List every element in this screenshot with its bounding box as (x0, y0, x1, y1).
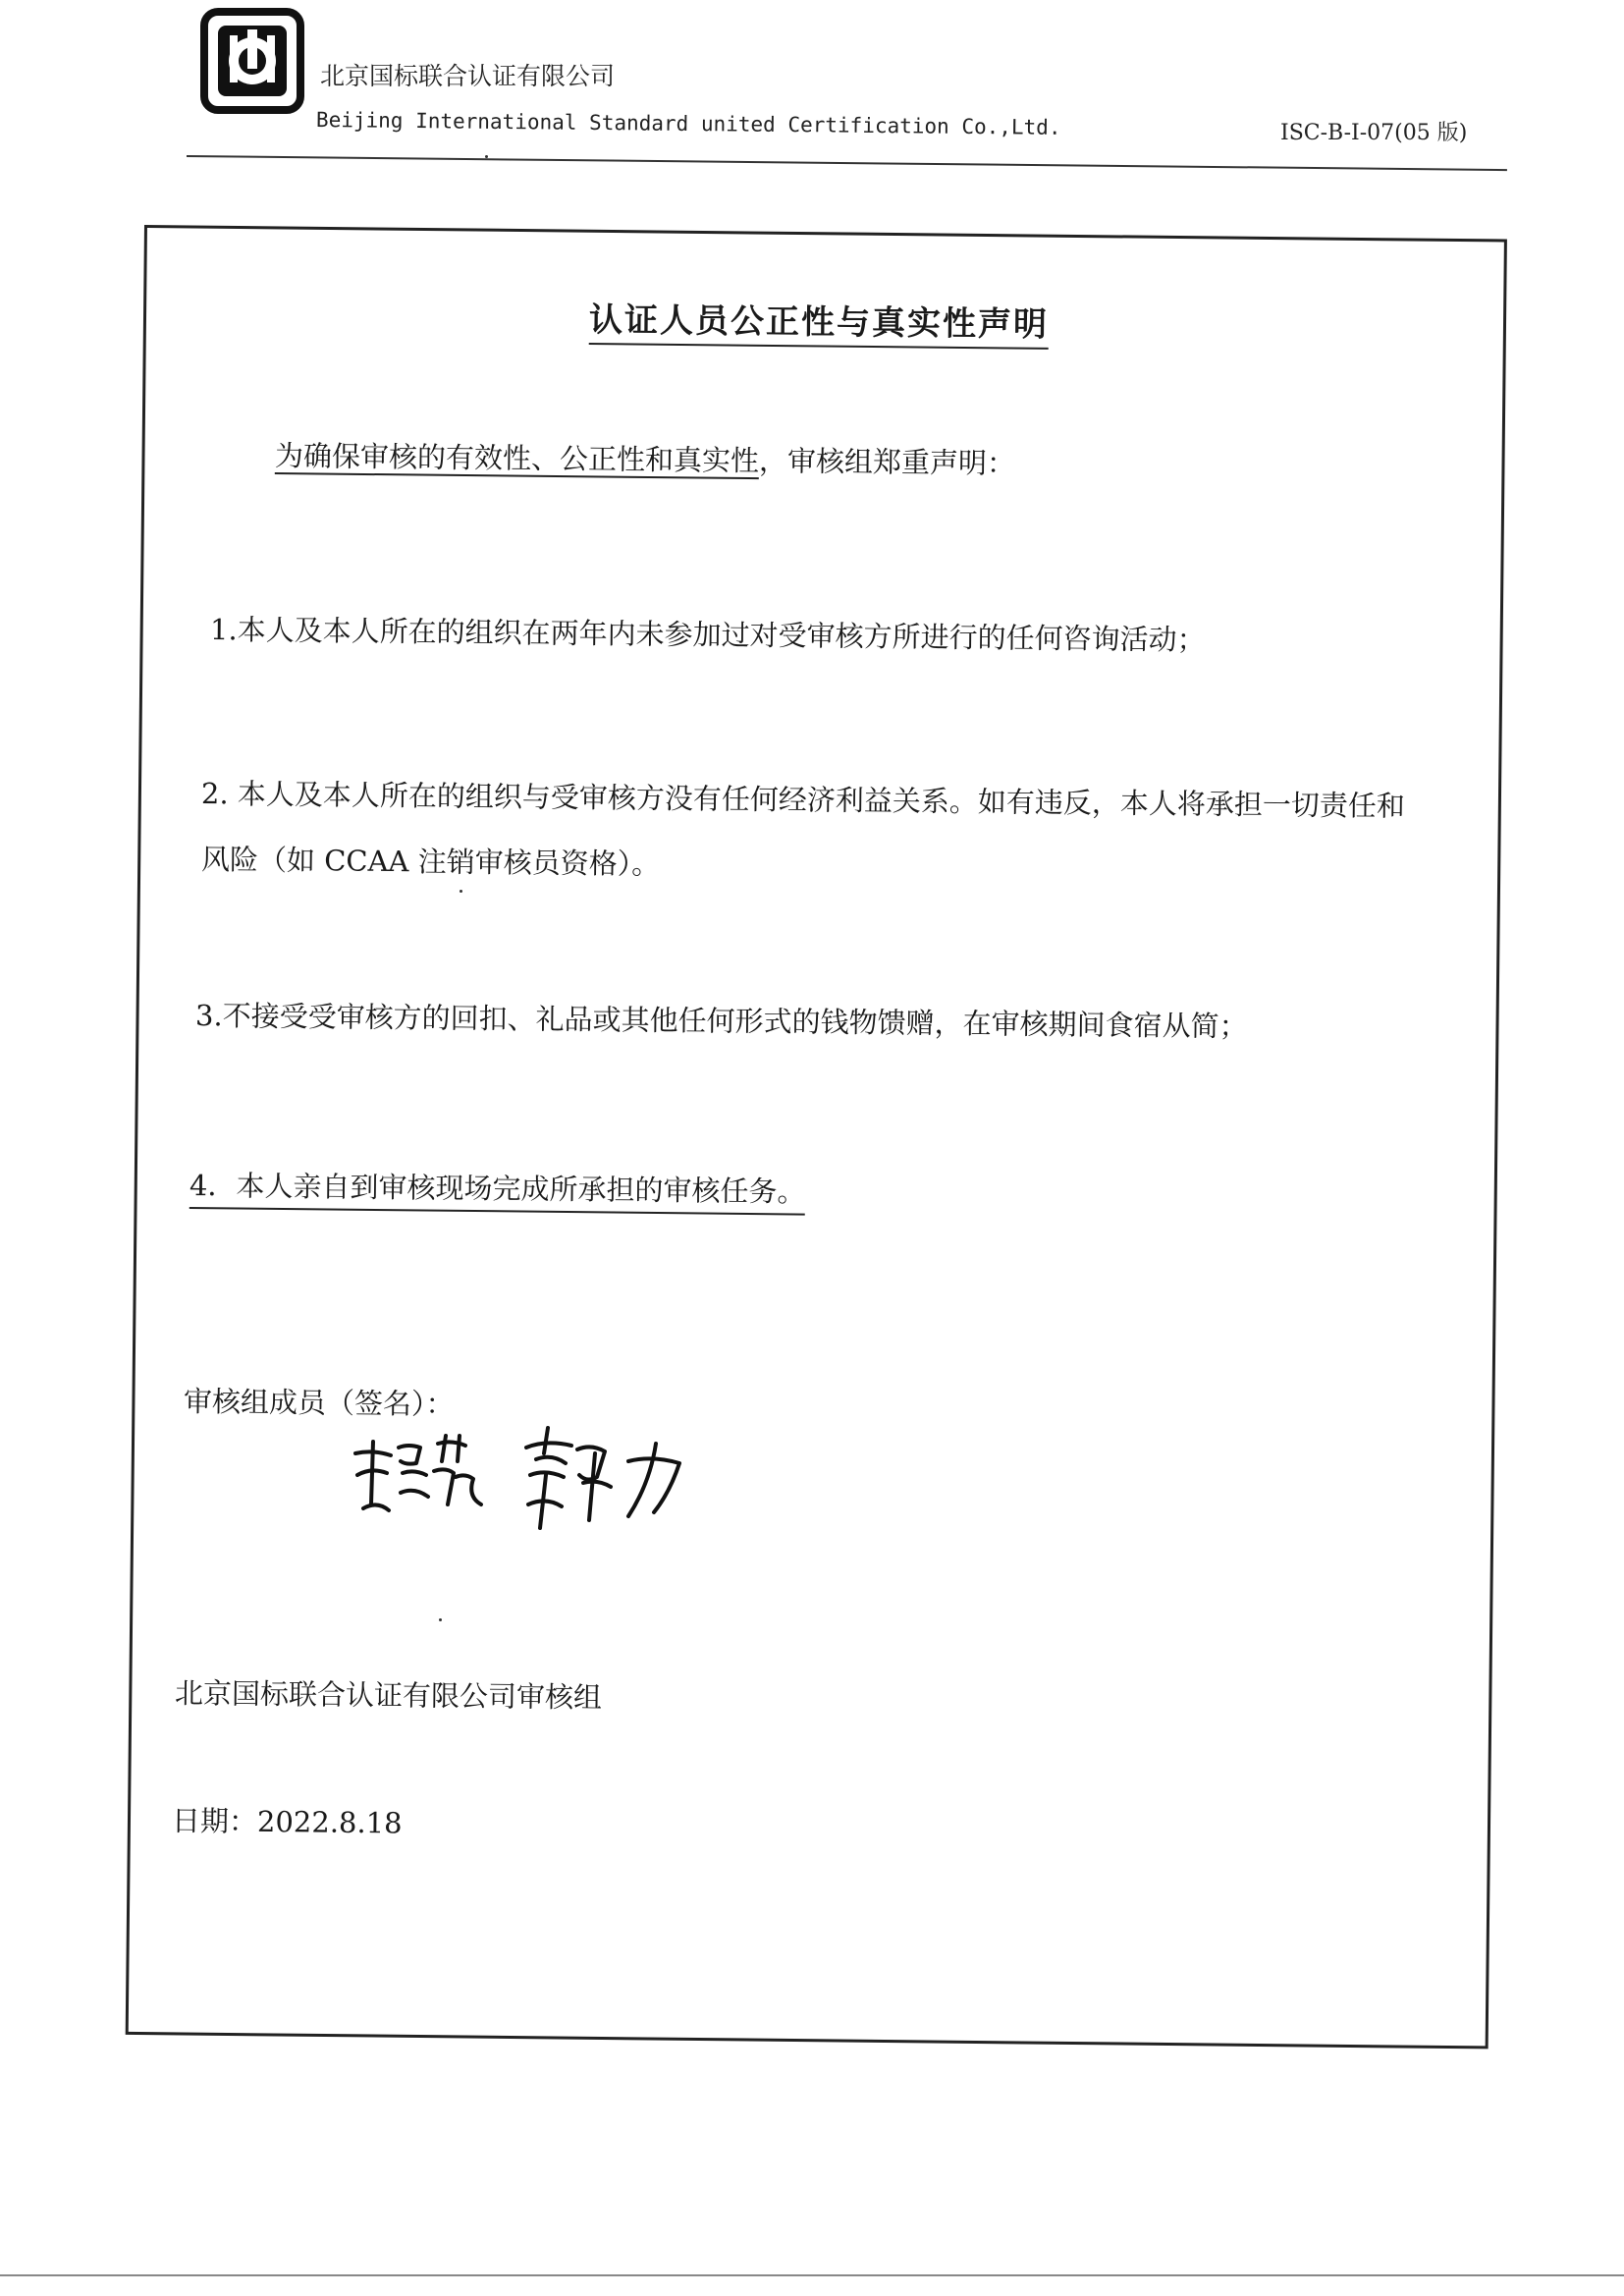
audit-team-name: 北京国标联合认证有限公司审核组 (174, 1676, 603, 1715)
header-divider (187, 155, 1507, 171)
handwritten-signature (344, 1414, 707, 1542)
company-logo-icon (200, 6, 304, 116)
form-code: ISC-B-I-07(05 版) (1280, 121, 1468, 145)
document-title: 认证人员公正性与真实性声明 (589, 293, 1050, 350)
intro-statement (275, 438, 1015, 483)
scan-speck (439, 1618, 442, 1621)
declaration-item-2-line-2: 风险（如 CCAA 注销审核员资格）。 (200, 843, 661, 881)
declaration-item-1: 1.本人及本人所在的组织在两年内未参加过对受审核方所进行的任何咨询活动； (209, 613, 1206, 657)
company-name-english: Beijing International Standard united Certification Co.,Ltd. (315, 108, 1061, 139)
intro-underlined-text: 为确保审核的有效性、公正性和真实性 (274, 439, 760, 478)
scan-edge-line (0, 2274, 1624, 2276)
declaration-date: 日期：2022.8.18 (171, 1804, 403, 1840)
scan-speck (460, 890, 462, 893)
declaration-frame (126, 225, 1507, 2049)
company-name-chinese: 北京国标联合认证有限公司 (320, 62, 616, 90)
declaration-item-3: 3.不接受受审核方的回扣、礼品或其他任何形式的钱物馈赠，在审核期间食宿从简； (194, 999, 1248, 1044)
declaration-item-4: 4．本人亲自到审核现场完成所承担的审核任务。 (189, 1168, 806, 1215)
intro-rest-text: ，审核组郑重声明： (758, 444, 1016, 480)
signature-label: 审核组成员（签名）： (183, 1385, 455, 1421)
declaration-item-2-line-1: 2. 本人及本人所在的组织与受审核方没有任何经济利益关系。如有违反，本人将承担一切责任和 (200, 777, 1406, 823)
scan-speck (485, 155, 488, 158)
